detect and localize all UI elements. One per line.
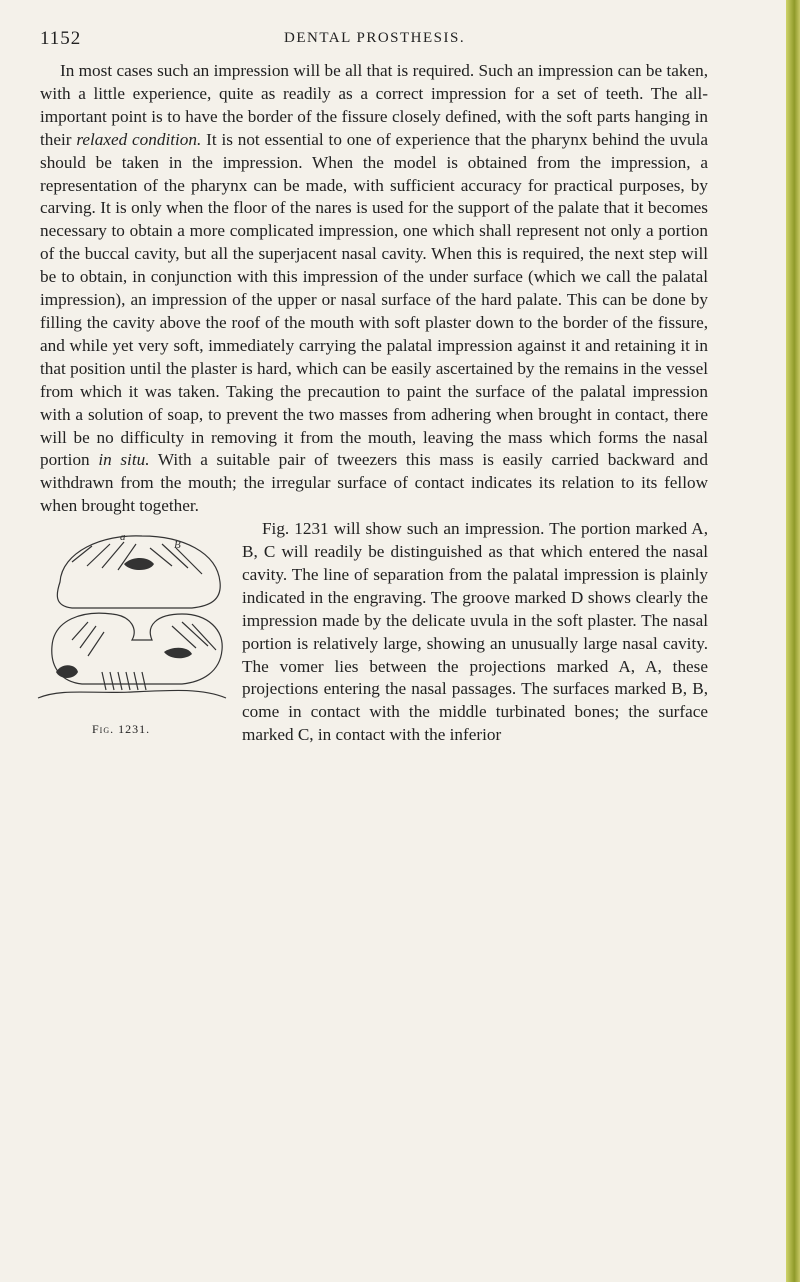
impression-engraving bbox=[32, 522, 232, 714]
page-number: 1152 bbox=[40, 28, 82, 49]
paragraph-2 bbox=[40, 518, 708, 747]
running-head: DENTAL PROSTHESIS. bbox=[284, 30, 466, 46]
paragraph-2-text: Fig. 1231 will show such an impression. The portion marked A, B, C will readily be distinguished as that which entered the nasal cavity. The line of separation from the palatal impression is plainly indicated in the engraving. The groove marked D shows clearly the impression made by the delicate uvula in the soft plaster. The nasal portion is relatively large, showing an unusually large nasal cavity. The vomer lies between the projections marked A, A, these projections entering the nasal passages. The surfaces marked B, B, come in contact with the middle turbinated bones; the surface marked C, in contact with the inferior bbox=[242, 519, 708, 745]
paragraph-1-italic-2: in situ. bbox=[98, 450, 150, 470]
body-text bbox=[40, 60, 708, 747]
paragraph-1-text-a: In most cases such an impression will be all that is required. Such an impression can be taken, with a little experience, quite as readily as a correct impression for a set of teeth. The all-important point is to have the border of the fissure closely defined, with the soft parts hanging in their bbox=[40, 61, 708, 149]
paragraph-1 bbox=[40, 60, 708, 518]
figure-1231 bbox=[32, 522, 232, 740]
paragraph-1-text-b: It is not essential to one of experience that the pharynx behind the uvula should be taken in the impression. When the model is obtained from the impression, a representation of the pharynx can be made, with sufficient accuracy for practical purposes, by carving. It is only when the floor of the nares is used for the support of the palate that it becomes necessary to obtain a more complicated impression, one which shall represent not only a portion of the buccal cavity, but all the superjacent nasal cavity. When this is required, the next step will be to obtain, in conjunction with this impression of the under surface (which we call the palatal impression), an impression of the upper or nasal surface of the hard palate. This can be done by filling the cavity above the roof of the mouth with soft plaster down to the border of the fissure, and while yet very soft, immediately carrying the palatal impression against it and retaining it in that position until the plaster is hard, which can be easily ascertained by the remains in the vessel from which it was taken. Taking the precaution to paint the surface of the palatal impression with a solution of soap, to prevent the two masses from adhering when brought in contact, there will be no difficulty in removing it from the mouth, leaving the mass which forms the nasal portion bbox=[40, 129, 708, 470]
paragraph-1-text-c: With a suitable pair of tweezers this mass is easily carried backward and withdrawn from the mouth; the irregular surface of contact indicates its relation to its fellow when brought together. bbox=[40, 450, 708, 516]
page-header bbox=[40, 28, 760, 52]
label-a: a bbox=[120, 531, 126, 544]
paragraph-1-italic: relaxed condition. bbox=[76, 129, 202, 149]
figure-caption: Fig. 1231. bbox=[92, 722, 151, 737]
label-b: B bbox=[174, 539, 181, 552]
page-edge bbox=[786, 0, 800, 1282]
